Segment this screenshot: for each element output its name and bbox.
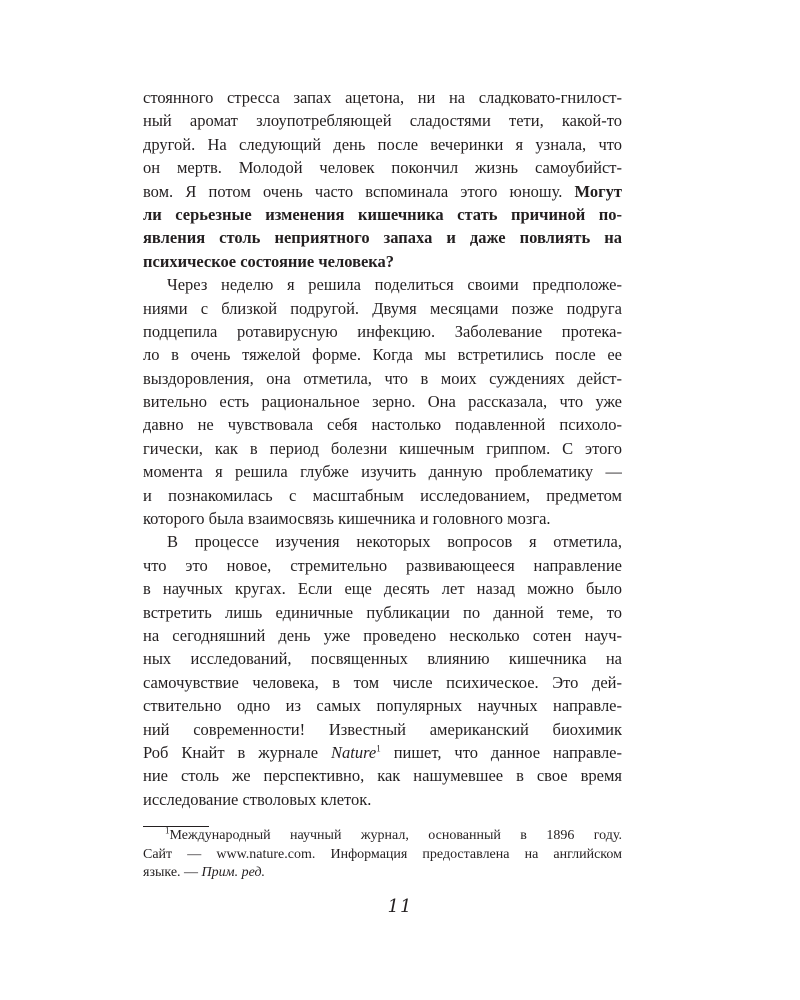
- text-line: момента я решила глубже изучить данную проблематику —: [143, 462, 622, 482]
- text-line: ный аромат злоупотребляющей сладостями тети, какой-то: [143, 111, 622, 131]
- text-line: которого была взаимосвязь кишечника и головного мозга.: [143, 509, 551, 529]
- page-number: 11: [387, 896, 413, 917]
- bold-text: Могут: [574, 181, 622, 201]
- text-line: ниями с близкой подругой. Двумя месяцами позже подруга: [143, 298, 622, 318]
- text-line: стоянного стресса запах ацетона, ни на сладковато-гнилост-: [143, 88, 622, 107]
- text-line: ние столь же перспективно, как нашумевшее в свое время: [143, 766, 622, 786]
- text-line: в научных кругах. Если еще десять лет назад можно было: [143, 579, 622, 599]
- body-text: [143, 86, 622, 811]
- text-line: гически, как в период болезни кишечным гриппом. С этого: [143, 438, 622, 458]
- text-line: ло в очень тяжелой форме. Когда мы встретились после ее: [143, 345, 622, 365]
- footnote-marker: 1: [165, 827, 170, 836]
- text-line: другой. На следующий день после вечеринки я узнала, что: [143, 134, 622, 154]
- text-line: исследование стволовых клеток.: [143, 789, 372, 809]
- text-span: вом. Я потом очень часто вспоминала этого юношу.: [143, 181, 563, 201]
- text-line: [143, 180, 622, 203]
- text-span: Роб Кнайт в журнале: [143, 742, 319, 762]
- text-line: ных исследований, посвященных влиянию кишечника на: [143, 649, 622, 669]
- text-line: давно не чувствовала себя настолько подавленной психоло-: [143, 415, 622, 435]
- journal-name-italic: Nature: [331, 742, 377, 762]
- text-line: самочувствие человека, в том числе психическое. Это дей-: [143, 672, 622, 692]
- text-line: [143, 741, 622, 764]
- text-line: и познакомилась с масштабным исследованием, предметом: [143, 485, 622, 505]
- text-line: на сегодняшний день уже проведено несколько сотен науч-: [143, 625, 622, 645]
- footnote-line: Сайт — www.nature.com. Информация предоставлена на английском: [143, 846, 622, 862]
- paragraph-3: [143, 530, 622, 811]
- footnote-line: [143, 827, 622, 846]
- text-span: пишет, что данное направле-: [380, 742, 622, 762]
- text-line: ний современности! Известный американский биохимик: [143, 719, 622, 739]
- bold-text-line: ли серьезные изменения кишечника стать причиной по-: [143, 204, 622, 224]
- editor-note-italic: Прим. ред.: [201, 865, 266, 881]
- bold-text-line: психическое состояние человека?: [143, 251, 395, 271]
- text-line: встретить лишь единичные публикации по данной теме, то: [143, 602, 622, 622]
- paragraph-2: [143, 273, 622, 530]
- text-line: вительно есть рациональное зерно. Она рассказала, что уже: [143, 392, 622, 412]
- text-line: В процессе изучения некоторых вопросов я отметила,: [167, 532, 622, 552]
- text-line: ствительно одно из самых популярных научных направле-: [143, 696, 622, 716]
- text-span: Международный научный журнал, основанный в 1896 году.: [169, 828, 622, 843]
- text-line: что это новое, стремительно развивающееся направление: [143, 555, 622, 575]
- text-line: подцепила ротавирусную инфекцию. Заболевание протека-: [143, 321, 622, 341]
- text-span: языке. —: [143, 865, 202, 881]
- footnote: [143, 827, 622, 883]
- footnote-reference: 1: [376, 743, 381, 754]
- text-line: выздоровления, она отметила, что в моих суждениях дейст-: [143, 368, 622, 388]
- footnote-line: [143, 864, 622, 883]
- text-line: Через неделю я решила поделиться своими предположе-: [167, 275, 622, 295]
- text-line: он мертв. Молодой человек покончил жизнь самоубийст-: [143, 158, 622, 178]
- paragraph-1: [143, 86, 622, 273]
- bold-text-line: явления столь неприятного запаха и даже повлиять на: [143, 228, 622, 248]
